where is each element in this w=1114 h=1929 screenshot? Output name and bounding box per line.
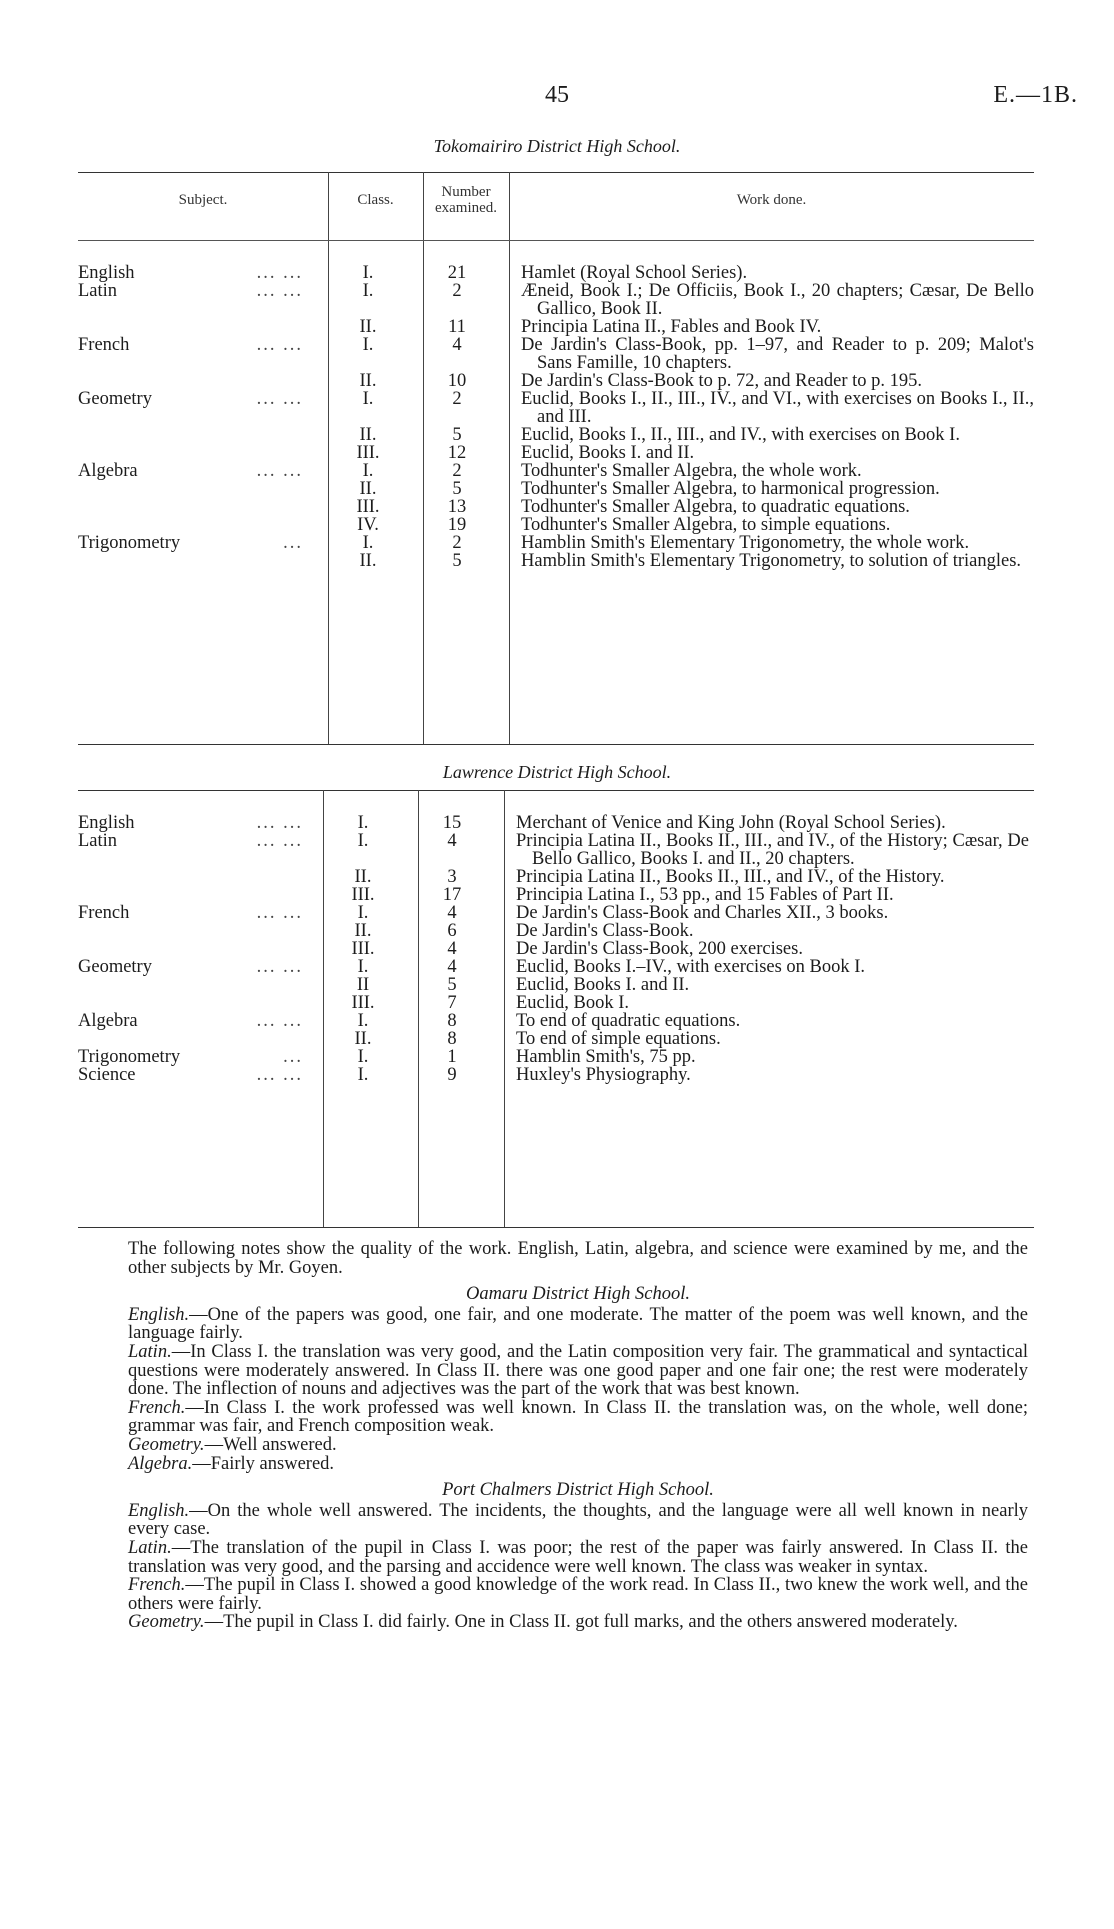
number-examined-cell: 17 [442,885,462,905]
work-done-cell: Principia Latina II., Books II., III., and IV., of the History. [516,867,945,887]
class-cell: II. [354,867,372,887]
leader-dots: ... [283,1047,303,1067]
class-cell: III. [351,993,375,1013]
class-cell: I. [362,533,374,553]
class-cell: II. [359,425,377,445]
lawrence-table [78,790,1034,1230]
tokomairiro-table [78,172,1034,750]
class-cell: III. [351,939,375,959]
header-number: Number examined. [434,184,498,216]
class-cell: IV. [357,515,379,535]
class-cell: I. [357,1047,369,1067]
port-chalmers-title: Port Chalmers District High School. [442,1480,714,1501]
number-examined-cell: 11 [448,317,466,337]
number-examined-cell: 21 [447,263,467,283]
number-examined-cell: 5 [452,479,462,499]
class-cell: I. [362,335,374,355]
leader-dots: ... ... [256,461,303,481]
oamaru-english-label: English. [128,1304,190,1325]
table2-caption: Lawrence District High School. [442,762,672,782]
subject-cell: Science [78,1065,136,1085]
subject-cell: Algebra [78,1011,138,1031]
leader-dots: ... ... [256,957,303,977]
oamaru-algebra-text: —Fairly answered. [192,1453,335,1474]
leader-dots: ... ... [256,813,303,833]
work-done-cell: Todhunter's Smaller Algebra, to simple equations. [521,515,891,535]
class-cell: III. [356,497,380,517]
subject-cell: Algebra [78,461,138,481]
page-number: 45 [545,82,569,108]
number-examined-cell: 4 [447,957,457,977]
header-class: Class. [357,192,394,208]
leader-dots: ... ... [256,903,303,923]
number-examined-cell: 4 [447,903,457,923]
oamaru-algebra-label: Algebra. [128,1453,193,1474]
class-cell: II. [359,371,377,391]
pc-english-label: English. [128,1500,190,1521]
leader-dots: ... ... [256,281,303,301]
class-cell: I. [362,389,374,409]
number-examined-cell: 4 [447,939,457,959]
header-subject: Subject. [178,192,228,208]
class-cell: III. [356,443,380,463]
class-cell: II. [359,317,377,337]
work-done-cell: To end of simple equations. [516,1029,721,1049]
leader-dots: ... ... [256,1065,303,1085]
number-examined-cell: 13 [447,497,467,517]
pc-latin-label: Latin. [128,1537,172,1558]
work-done-cell: Euclid, Books I., II., III., IV., and VI., with exercises on Books I., II., and III. [521,389,1034,427]
subject-cell: French [78,903,130,923]
class-cell: III. [351,885,375,905]
work-done-cell: De Jardin's Class-Book and Charles XII., 3 books. [516,903,889,923]
number-examined-cell: 7 [447,993,457,1013]
number-examined-cell: 4 [447,831,457,851]
number-examined-cell: 1 [447,1047,457,1067]
work-done-cell: Hamblin Smith's, 75 pp. [516,1047,696,1067]
number-examined-cell: 19 [447,515,467,535]
work-done-cell: To end of quadratic equations. [516,1011,741,1031]
leader-dots: ... ... [256,389,303,409]
oamaru-geometry-label: Geometry. [128,1434,205,1455]
subject-cell: Geometry [78,389,152,409]
class-cell: I. [357,957,369,977]
leader-dots: ... ... [256,263,303,283]
class-cell: II. [359,479,377,499]
work-done-cell: Hamblin Smith's Elementary Trigonometry, to solution of triangles. [521,551,1022,571]
table1-caption: Tokomairiro District High School. [433,136,681,156]
work-done-cell: Todhunter's Smaller Algebra, to harmonical progression. [521,479,940,499]
leader-dots: ... ... [256,831,303,851]
work-done-cell: Principia Latina II., Books II., III., and IV., of the History; Cæsar, De Bello Gallico, Books I. and II., 20 chapters. [516,831,1029,869]
class-cell: I. [362,461,374,481]
subject-cell: French [78,335,130,355]
work-done-cell: De Jardin's Class-Book, 200 exercises. [516,939,803,959]
document-code: E.—1B. [993,82,1078,108]
oamaru-title: Oamaru District High School. [465,1284,691,1305]
work-done-cell: Hamlet (Royal School Series). [521,263,748,283]
leader-dots: ... ... [256,1011,303,1031]
work-done-cell: Huxley's Physiography. [516,1065,691,1085]
work-done-cell: De Jardin's Class-Book, pp. 1–97, and Reader to p. 209; Malot's Sans Famille, 10 chapters. [521,335,1034,373]
subject-cell: Trigonometry [78,1047,181,1067]
number-examined-cell: 2 [452,533,462,553]
oamaru-latin-label: Latin. [128,1341,172,1362]
pc-geometry-label: Geometry. [128,1612,205,1633]
notes-section [128,1240,1028,1632]
pc-geometry-text: —The pupil in Class I. did fairly. One in Class II. got full marks, and the others answered moderately. [204,1612,958,1633]
work-done-cell: Æneid, Book I.; De Officiis, Book I., 20 chapters; Cæsar, De Bello Gallico, Book II. [521,281,1034,319]
work-done-cell: Euclid, Book I. [516,993,630,1013]
class-cell: I. [362,281,374,301]
class-cell: I. [357,1065,369,1085]
oamaru-geometry-text: —Well answered. [204,1434,337,1455]
class-cell: I. [357,903,369,923]
pc-english-text: —On the whole well answered. The incidents, the thoughts, and the language were all well known in nearly every case. [128,1500,1028,1540]
oamaru-french-text: —In Class I. the work professed was well known. In Class II. the translation was, on the whole, well done; grammar was fair, and French composition weak. [128,1397,1028,1437]
class-cell: II. [359,551,377,571]
class-cell: II. [354,921,372,941]
subject-cell: English [78,263,135,283]
number-examined-cell: 15 [442,813,462,833]
number-examined-cell: 8 [447,1029,457,1049]
number-examined-cell: 5 [452,551,462,571]
work-done-cell: Todhunter's Smaller Algebra, to quadratic equations. [521,497,910,517]
number-examined-cell: 2 [452,461,462,481]
work-done-cell: De Jardin's Class-Book. [516,921,694,941]
work-done-cell: Todhunter's Smaller Algebra, the whole work. [521,461,862,481]
subject-cell: Latin [78,831,118,851]
subject-cell: Latin [78,281,118,301]
leader-dots: ... [283,533,303,553]
notes-intro: The following notes show the quality of the work. English, Latin, algebra, and science were examined by me, and the other subjects by Mr. Goyen. [128,1239,1028,1278]
leader-dots: ... ... [256,335,303,355]
number-examined-cell: 2 [452,389,462,409]
pc-latin-text: —The translation of the pupil in Class I. was poor; the rest of the paper was fairly answered. In Class II. the translation was very good, and the parsing and accidence were well known. The class was weaker in syntax. [128,1537,1028,1577]
class-cell: I. [357,1011,369,1031]
number-examined-cell: 5 [447,975,457,995]
subject-cell: Geometry [78,957,152,977]
number-examined-cell: 9 [447,1065,457,1085]
work-done-cell: Euclid, Books I. and II. [516,975,690,995]
oamaru-latin-text: —In Class I. the translation was very good, and the Latin composition very fair. The grammatical and syntactical questions were moderately answered. In Class II. there was one good paper and one fair one; the rest were moderately done. The inflection of nouns and adjectives was the part of the work that was best known. [128,1341,1028,1400]
number-examined-cell: 5 [452,425,462,445]
work-done-cell: Principia Latina II., Fables and Book IV. [521,317,822,337]
subject-cell: Trigonometry [78,533,181,553]
number-examined-cell: 12 [447,443,467,463]
number-examined-cell: 2 [452,281,462,301]
oamaru-french-label: French. [128,1397,186,1418]
number-examined-cell: 6 [447,921,457,941]
work-done-cell: Euclid, Books I.–IV., with exercises on Book I. [516,957,866,977]
class-cell: II [356,975,370,995]
pc-french-label: French. [128,1575,186,1596]
oamaru-english-text: —One of the papers was good, one fair, and one moderate. The matter of the poem was well known, and the language fairly. [128,1304,1028,1344]
number-examined-cell: 3 [447,867,457,887]
number-examined-cell: 4 [452,335,462,355]
header-work: Work done. [736,192,807,208]
work-done-cell: De Jardin's Class-Book to p. 72, and Reader to p. 195. [521,371,923,391]
number-examined-cell: 10 [447,371,467,391]
work-done-cell: Merchant of Venice and King John (Royal School Series). [516,813,946,833]
class-cell: I. [357,831,369,851]
work-done-cell: Euclid, Books I. and II. [521,443,695,463]
work-done-cell: Hamblin Smith's Elementary Trigonometry, the whole work. [521,533,970,553]
work-done-cell: Euclid, Books I., II., III., and IV., with exercises on Book I. [521,425,960,445]
pc-french-text: —The pupil in Class I. showed a good knowledge of the work read. In Class II., two knew the work well, and the others were fairly. [128,1575,1028,1614]
work-done-cell: Principia Latina I., 53 pp., and 15 Fables of Part II. [516,885,894,905]
class-cell: I. [362,263,374,283]
subject-cell: English [78,813,135,833]
class-cell: II. [354,1029,372,1049]
number-examined-cell: 8 [447,1011,457,1031]
class-cell: I. [357,813,369,833]
